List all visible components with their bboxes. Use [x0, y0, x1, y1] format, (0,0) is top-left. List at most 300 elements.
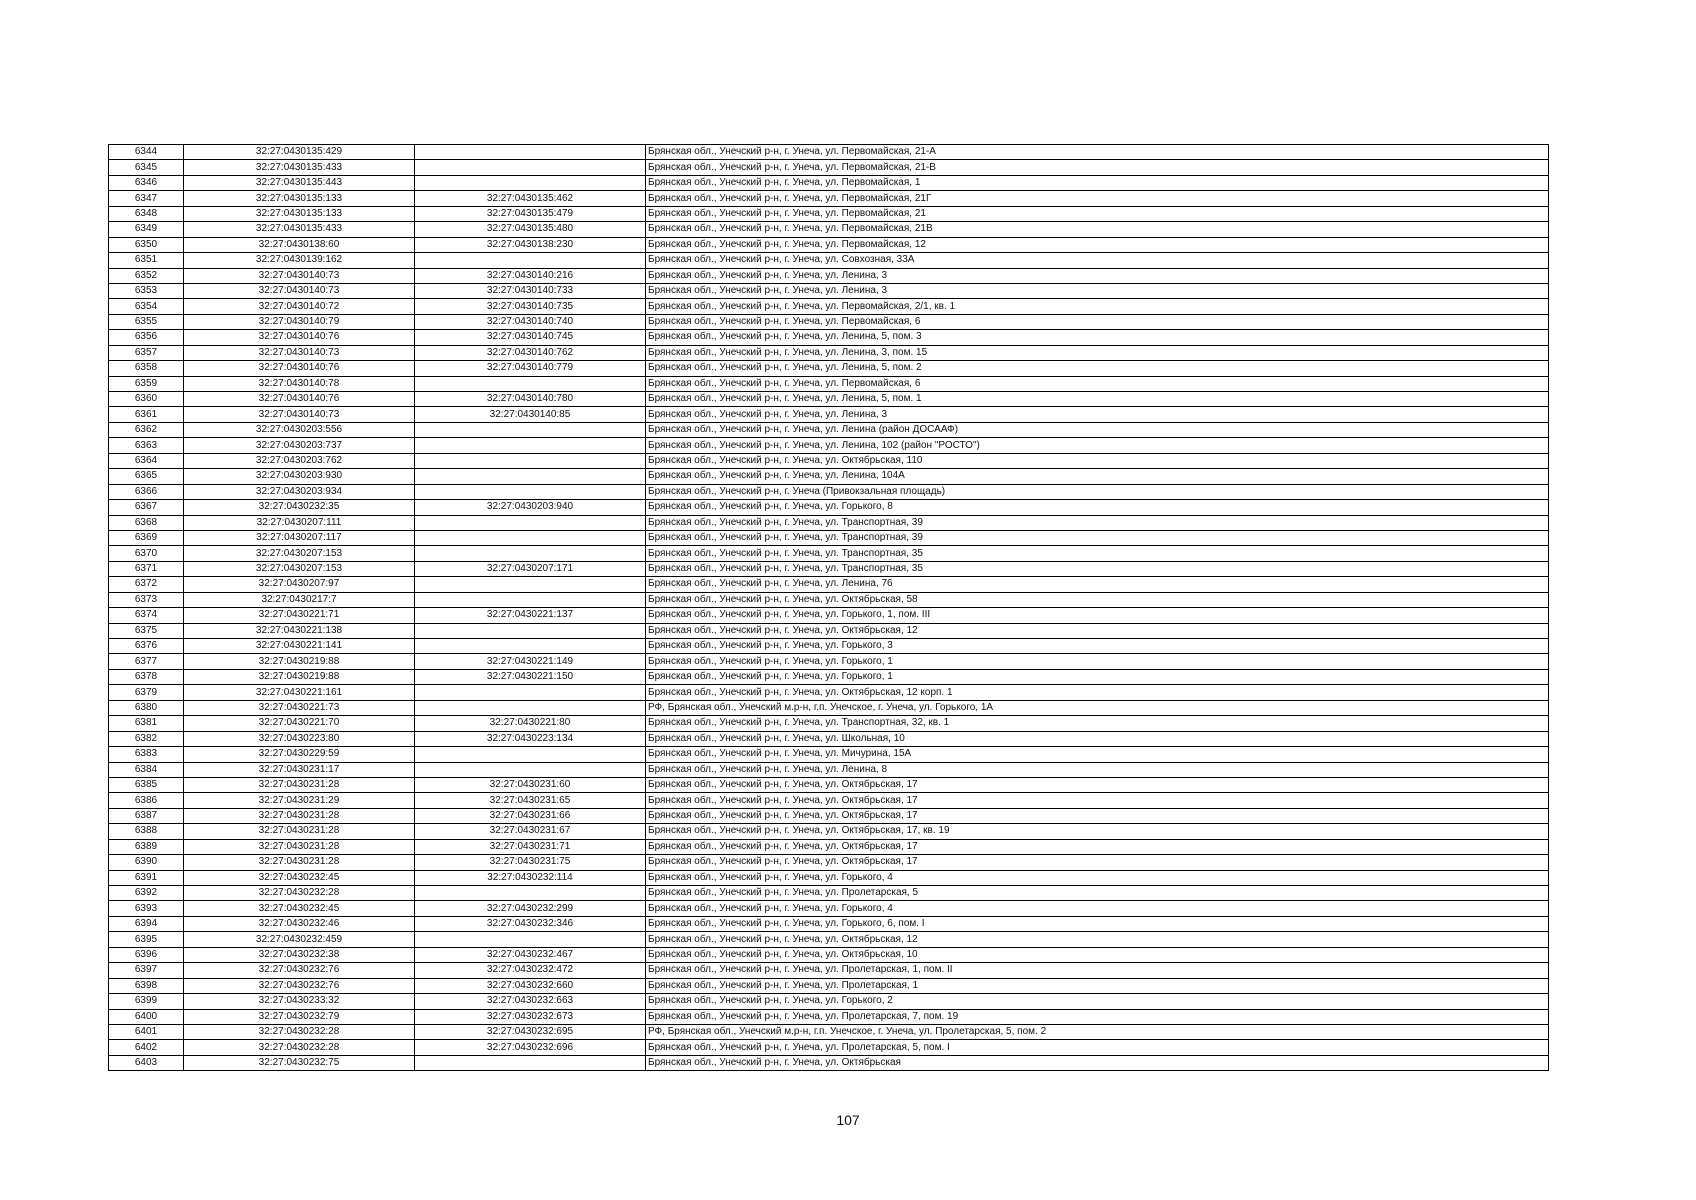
address-cell: Брянская обл., Унечский р-н, г. Унеча, ул. Транспортная, 35: [646, 561, 1549, 576]
row-number-cell: 6376: [109, 639, 184, 654]
row-number-cell: 6382: [109, 731, 184, 746]
row-number-cell: 6402: [109, 1040, 184, 1055]
table-row: [109, 654, 1549, 669]
address-cell: Брянская обл., Унечский р-н, г. Унеча, ул. Ленина, 3: [646, 268, 1549, 283]
row-number-cell: 6379: [109, 685, 184, 700]
row-number-cell: 6348: [109, 206, 184, 221]
object-number-cell: 32:27:0430135:462: [415, 191, 646, 206]
row-number-cell: 6373: [109, 592, 184, 607]
object-number-cell: 32:27:0430231:67: [415, 824, 646, 839]
object-number-cell: [415, 160, 646, 175]
address-cell: Брянская обл., Унечский р-н, г. Унеча, ул. Октябрьская, 12 корп. 1: [646, 685, 1549, 700]
row-number-cell: 6353: [109, 283, 184, 298]
table-row: [109, 361, 1549, 376]
parcel-number-cell: 32:27:0430231:28: [184, 808, 415, 823]
table-row: [109, 747, 1549, 762]
object-number-cell: 32:27:0430140:745: [415, 330, 646, 345]
table-row: [109, 793, 1549, 808]
object-number-cell: [415, 438, 646, 453]
parcel-number-cell: 32:27:0430231:29: [184, 793, 415, 808]
address-cell: Брянская обл., Унечский р-н, г. Унеча, ул. Октябрьская, 10: [646, 947, 1549, 962]
row-number-cell: 6363: [109, 438, 184, 453]
table-row: [109, 175, 1549, 190]
address-cell: Брянская обл., Унечский р-н, г. Унеча, ул. Горького, 2: [646, 994, 1549, 1009]
parcel-number-cell: 32:27:0430221:141: [184, 639, 415, 654]
row-number-cell: 6364: [109, 453, 184, 468]
table-row: [109, 577, 1549, 592]
object-number-cell: [415, 592, 646, 607]
address-cell: Брянская обл., Унечский р-н, г. Унеча (Привокзальная площадь): [646, 484, 1549, 499]
object-number-cell: 32:27:0430232:673: [415, 1009, 646, 1024]
address-cell: Брянская обл., Унечский р-н, г. Унеча, ул. Октябрьская, 110: [646, 453, 1549, 468]
row-number-cell: 6345: [109, 160, 184, 175]
object-number-cell: [415, 932, 646, 947]
address-cell: Брянская обл., Унечский р-н, г. Унеча, ул. Первомайская, 21В: [646, 222, 1549, 237]
address-cell: Брянская обл., Унечский р-н, г. Унеча, ул. Ленина, 5, пом. 2: [646, 361, 1549, 376]
table-row: [109, 731, 1549, 746]
row-number-cell: 6394: [109, 916, 184, 931]
address-cell: Брянская обл., Унечский р-н, г. Унеча, ул. Первомайская, 6: [646, 376, 1549, 391]
parcel-number-cell: 32:27:0430135:433: [184, 222, 415, 237]
address-cell: Брянская обл., Унечский р-н, г. Унеча, ул. Октябрьская, 17: [646, 839, 1549, 854]
table-row: [109, 283, 1549, 298]
table-row: [109, 376, 1549, 391]
table-row: [109, 886, 1549, 901]
address-cell: Брянская обл., Унечский р-н, г. Унеча, ул. Октябрьская, 12: [646, 623, 1549, 638]
row-number-cell: 6352: [109, 268, 184, 283]
table-row: [109, 947, 1549, 962]
table-row: [109, 392, 1549, 407]
table-row: [109, 422, 1549, 437]
object-number-cell: [415, 623, 646, 638]
row-number-cell: 6370: [109, 546, 184, 561]
parcel-number-cell: 32:27:0430229:59: [184, 747, 415, 762]
object-number-cell: 32:27:0430231:60: [415, 777, 646, 792]
row-number-cell: 6398: [109, 978, 184, 993]
row-number-cell: 6397: [109, 963, 184, 978]
object-number-cell: 32:27:0430140:85: [415, 407, 646, 422]
object-number-cell: [415, 546, 646, 561]
parcel-number-cell: 32:27:0430219:88: [184, 669, 415, 684]
address-cell: Брянская обл., Унечский р-н, г. Унеча, ул. Пролетарская, 5: [646, 886, 1549, 901]
table-row: [109, 237, 1549, 252]
row-number-cell: 6380: [109, 700, 184, 715]
object-number-cell: 32:27:0430140:740: [415, 314, 646, 329]
row-number-cell: 6391: [109, 870, 184, 885]
table-row: [109, 253, 1549, 268]
row-number-cell: 6349: [109, 222, 184, 237]
parcel-number-cell: 32:27:0430232:28: [184, 1024, 415, 1039]
row-number-cell: 6396: [109, 947, 184, 962]
address-cell: Брянская обл., Унечский р-н, г. Унеча, ул. Горького, 4: [646, 870, 1549, 885]
row-number-cell: 6395: [109, 932, 184, 947]
object-number-cell: [415, 685, 646, 700]
address-cell: Брянская обл., Унечский р-н, г. Унеча, ул. Ленина, 104А: [646, 469, 1549, 484]
object-number-cell: 32:27:0430232:346: [415, 916, 646, 931]
address-cell: Брянская обл., Унечский р-н, г. Унеча, ул. Школьная, 10: [646, 731, 1549, 746]
address-cell: Брянская обл., Унечский р-н, г. Унеча, ул. Транспортная, 32, кв. 1: [646, 716, 1549, 731]
object-number-cell: 32:27:0430135:480: [415, 222, 646, 237]
row-number-cell: 6357: [109, 345, 184, 360]
row-number-cell: 6359: [109, 376, 184, 391]
row-number-cell: 6361: [109, 407, 184, 422]
parcel-number-cell: 32:27:0430140:73: [184, 345, 415, 360]
object-number-cell: 32:27:0430232:696: [415, 1040, 646, 1055]
object-number-cell: [415, 886, 646, 901]
row-number-cell: 6403: [109, 1055, 184, 1070]
address-cell: Брянская обл., Унечский р-н, г. Унеча, ул. Октябрьская, 17: [646, 808, 1549, 823]
table-row: [109, 1009, 1549, 1024]
table-row: [109, 870, 1549, 885]
table-row: [109, 855, 1549, 870]
object-number-cell: [415, 1055, 646, 1070]
object-number-cell: 32:27:0430232:663: [415, 994, 646, 1009]
address-cell: Брянская обл., Унечский р-н, г. Унеча, ул. Первомайская, 21: [646, 206, 1549, 221]
parcel-number-cell: 32:27:0430221:71: [184, 608, 415, 623]
object-number-cell: 32:27:0430221:80: [415, 716, 646, 731]
table-row: [109, 314, 1549, 329]
address-cell: Брянская обл., Унечский р-н, г. Унеча, ул. Первомайская, 6: [646, 314, 1549, 329]
address-cell: Брянская обл., Унечский р-н, г. Унеча, ул. Ленина (район ДОСААФ): [646, 422, 1549, 437]
table-row: [109, 407, 1549, 422]
address-cell: Брянская обл., Унечский р-н, г. Унеча, ул. Ленина, 102 (район "РОСТО"): [646, 438, 1549, 453]
address-cell: Брянская обл., Унечский р-н, г. Унеча, ул. Ленина, 5, пом. 3: [646, 330, 1549, 345]
table-row: [109, 222, 1549, 237]
object-number-cell: 32:27:0430223:134: [415, 731, 646, 746]
parcel-number-cell: 32:27:0430140:76: [184, 392, 415, 407]
address-cell: Брянская обл., Унечский р-н, г. Унеча, ул. Горького, 3: [646, 639, 1549, 654]
table-row: [109, 762, 1549, 777]
row-number-cell: 6392: [109, 886, 184, 901]
parcel-number-cell: 32:27:0430140:72: [184, 299, 415, 314]
address-cell: Брянская обл., Унечский р-н, г. Унеча, ул. Октябрьская, 17, кв. 19: [646, 824, 1549, 839]
parcel-number-cell: 32:27:0430232:75: [184, 1055, 415, 1070]
parcel-number-cell: 32:27:0430203:556: [184, 422, 415, 437]
table-row: [109, 592, 1549, 607]
object-number-cell: [415, 453, 646, 468]
row-number-cell: 6355: [109, 314, 184, 329]
parcel-number-cell: 32:27:0430221:161: [184, 685, 415, 700]
address-cell: Брянская обл., Унечский р-н, г. Унеча, ул. Ленина, 76: [646, 577, 1549, 592]
table-row: [109, 808, 1549, 823]
object-number-cell: 32:27:0430140:762: [415, 345, 646, 360]
address-cell: Брянская обл., Унечский р-н, г. Унеча, ул. Первомайская, 2/1, кв. 1: [646, 299, 1549, 314]
row-number-cell: 6399: [109, 994, 184, 1009]
table-row: [109, 700, 1549, 715]
table-row: [109, 330, 1549, 345]
parcel-number-cell: 32:27:0430233:32: [184, 994, 415, 1009]
object-number-cell: 32:27:0430232:472: [415, 963, 646, 978]
table-row: [109, 1040, 1549, 1055]
address-cell: Брянская обл., Унечский р-н, г. Унеча, ул. Горького, 6, пом. I: [646, 916, 1549, 931]
object-number-cell: [415, 639, 646, 654]
parcel-number-cell: 32:27:0430232:76: [184, 978, 415, 993]
row-number-cell: 6367: [109, 500, 184, 515]
address-cell: Брянская обл., Унечский р-н, г. Унеча, ул. Пролетарская, 5, пом. I: [646, 1040, 1549, 1055]
address-cell: Брянская обл., Унечский р-н, г. Унеча, ул. Ленина, 3: [646, 407, 1549, 422]
address-cell: Брянская обл., Унечский р-н, г. Унеча, ул. Первомайская, 21-В: [646, 160, 1549, 175]
object-number-cell: [415, 422, 646, 437]
parcel-number-cell: 32:27:0430135:433: [184, 160, 415, 175]
parcel-number-cell: 32:27:0430231:17: [184, 762, 415, 777]
table-row: [109, 716, 1549, 731]
table-row: [109, 500, 1549, 515]
parcel-number-cell: 32:27:0430207:153: [184, 561, 415, 576]
address-cell: Брянская обл., Унечский р-н, г. Унеча, ул. Ленина, 5, пом. 1: [646, 392, 1549, 407]
row-number-cell: 6375: [109, 623, 184, 638]
address-cell: Брянская обл., Унечский р-н, г. Унеча, ул. Октябрьская, 17: [646, 855, 1549, 870]
parcel-number-cell: 32:27:0430140:73: [184, 283, 415, 298]
object-number-cell: 32:27:0430231:71: [415, 839, 646, 854]
table-row: [109, 669, 1549, 684]
table-row: [109, 515, 1549, 530]
row-number-cell: 6368: [109, 515, 184, 530]
parcel-number-cell: 32:27:0430207:111: [184, 515, 415, 530]
object-number-cell: [415, 515, 646, 530]
address-cell: Брянская обл., Унечский р-н, г. Унеча, ул. Первомайская, 21-А: [646, 145, 1549, 160]
parcel-number-cell: 32:27:0430231:28: [184, 855, 415, 870]
address-cell: Брянская обл., Унечский р-н, г. Унеча, ул. Транспортная, 39: [646, 530, 1549, 545]
address-cell: Брянская обл., Унечский р-н, г. Унеча, ул. Пролетарская, 7, пом. 19: [646, 1009, 1549, 1024]
address-cell: Брянская обл., Унечский р-н, г. Унеча, ул. Ленина, 3, пом. 15: [646, 345, 1549, 360]
parcel-number-cell: 32:27:0430232:38: [184, 947, 415, 962]
parcel-number-cell: 32:27:0430217:7: [184, 592, 415, 607]
table-row: [109, 561, 1549, 576]
parcel-number-cell: 32:27:0430135:429: [184, 145, 415, 160]
address-cell: Брянская обл., Унечский р-н, г. Унеча, ул. Ленина, 3: [646, 283, 1549, 298]
table-row: [109, 685, 1549, 700]
table-row: [109, 268, 1549, 283]
parcel-number-cell: 32:27:0430232:45: [184, 901, 415, 916]
table-row: [109, 932, 1549, 947]
address-cell: Брянская обл., Унечский р-н, г. Унеча, ул. Октябрьская, 58: [646, 592, 1549, 607]
row-number-cell: 6351: [109, 253, 184, 268]
object-number-cell: 32:27:0430203:940: [415, 500, 646, 515]
object-number-cell: [415, 762, 646, 777]
parcel-number-cell: 32:27:0430231:28: [184, 824, 415, 839]
row-number-cell: 6400: [109, 1009, 184, 1024]
table-row: [109, 623, 1549, 638]
address-cell: Брянская обл., Унечский р-н, г. Унеча, ул. Пролетарская, 1: [646, 978, 1549, 993]
object-number-cell: [415, 253, 646, 268]
parcel-number-cell: 32:27:0430207:97: [184, 577, 415, 592]
row-number-cell: 6365: [109, 469, 184, 484]
object-number-cell: 32:27:0430140:735: [415, 299, 646, 314]
parcel-number-cell: 32:27:0430203:930: [184, 469, 415, 484]
address-cell: Брянская обл., Унечский р-н, г. Унеча, ул. Ленина, 8: [646, 762, 1549, 777]
registry-table: [108, 144, 1549, 1071]
object-number-cell: 32:27:0430138:230: [415, 237, 646, 252]
address-cell: Брянская обл., Унечский р-н, г. Унеча, ул. Транспортная, 35: [646, 546, 1549, 561]
parcel-number-cell: 32:27:0430140:73: [184, 407, 415, 422]
address-cell: Брянская обл., Унечский р-н, г. Унеча, ул. Мичурина, 15А: [646, 747, 1549, 762]
table-row: [109, 824, 1549, 839]
address-cell: Брянская обл., Унечский р-н, г. Унеча, ул. Первомайская, 12: [646, 237, 1549, 252]
object-number-cell: 32:27:0430207:171: [415, 561, 646, 576]
row-number-cell: 6374: [109, 608, 184, 623]
object-number-cell: [415, 530, 646, 545]
parcel-number-cell: 32:27:0430203:762: [184, 453, 415, 468]
table-row: [109, 206, 1549, 221]
table-row: [109, 1055, 1549, 1070]
table-row: [109, 901, 1549, 916]
parcel-number-cell: 32:27:0430232:28: [184, 1040, 415, 1055]
address-cell: Брянская обл., Унечский р-н, г. Унеча, ул. Первомайская, 21Г: [646, 191, 1549, 206]
object-number-cell: [415, 484, 646, 499]
row-number-cell: 6369: [109, 530, 184, 545]
parcel-number-cell: 32:27:0430231:28: [184, 777, 415, 792]
row-number-cell: 6390: [109, 855, 184, 870]
parcel-number-cell: 32:27:0430203:934: [184, 484, 415, 499]
object-number-cell: 32:27:0430140:779: [415, 361, 646, 376]
object-number-cell: 32:27:0430140:780: [415, 392, 646, 407]
row-number-cell: 6389: [109, 839, 184, 854]
parcel-number-cell: 32:27:0430232:459: [184, 932, 415, 947]
object-number-cell: [415, 376, 646, 391]
table-row: [109, 299, 1549, 314]
object-number-cell: 32:27:0430221:150: [415, 669, 646, 684]
parcel-number-cell: 32:27:0430221:70: [184, 716, 415, 731]
parcel-number-cell: 32:27:0430140:76: [184, 330, 415, 345]
row-number-cell: 6372: [109, 577, 184, 592]
table-row: [109, 453, 1549, 468]
object-number-cell: 32:27:0430232:114: [415, 870, 646, 885]
object-number-cell: [415, 145, 646, 160]
row-number-cell: 6344: [109, 145, 184, 160]
parcel-number-cell: 32:27:0430219:88: [184, 654, 415, 669]
table-row: [109, 530, 1549, 545]
object-number-cell: 32:27:0430140:216: [415, 268, 646, 283]
parcel-number-cell: 32:27:0430232:46: [184, 916, 415, 931]
table-row: [109, 1024, 1549, 1039]
parcel-number-cell: 32:27:0430221:138: [184, 623, 415, 638]
row-number-cell: 6378: [109, 669, 184, 684]
row-number-cell: 6386: [109, 793, 184, 808]
row-number-cell: 6371: [109, 561, 184, 576]
table-row: [109, 160, 1549, 175]
parcel-number-cell: 32:27:0430203:737: [184, 438, 415, 453]
object-number-cell: [415, 577, 646, 592]
table-row: [109, 639, 1549, 654]
table-row: [109, 469, 1549, 484]
row-number-cell: 6366: [109, 484, 184, 499]
page-number: 107: [836, 1112, 860, 1128]
object-number-cell: 32:27:0430232:299: [415, 901, 646, 916]
row-number-cell: 6384: [109, 762, 184, 777]
object-number-cell: 32:27:0430231:65: [415, 793, 646, 808]
row-number-cell: 6401: [109, 1024, 184, 1039]
row-number-cell: 6362: [109, 422, 184, 437]
address-cell: РФ, Брянская обл., Унечский м.р-н, г.п. Унечское, г. Унеча, ул. Пролетарская, 5, пом. 2: [646, 1024, 1549, 1039]
parcel-number-cell: 32:27:0430223:80: [184, 731, 415, 746]
parcel-number-cell: 32:27:0430232:76: [184, 963, 415, 978]
address-cell: Брянская обл., Унечский р-н, г. Унеча, ул. Пролетарская, 1, пом. II: [646, 963, 1549, 978]
table-row: [109, 546, 1549, 561]
row-number-cell: 6356: [109, 330, 184, 345]
parcel-number-cell: 32:27:0430231:28: [184, 839, 415, 854]
table-row: [109, 777, 1549, 792]
address-cell: Брянская обл., Унечский р-н, г. Унеча, ул. Октябрьская: [646, 1055, 1549, 1070]
address-cell: Брянская обл., Унечский р-н, г. Унеча, ул. Совхозная, 33А: [646, 253, 1549, 268]
object-number-cell: 32:27:0430232:695: [415, 1024, 646, 1039]
registry-table-body: [109, 145, 1549, 1071]
address-cell: Брянская обл., Унечский р-н, г. Унеча, ул. Транспортная, 39: [646, 515, 1549, 530]
address-cell: Брянская обл., Унечский р-н, г. Унеча, ул. Октябрьская, 17: [646, 793, 1549, 808]
object-number-cell: 32:27:0430221:137: [415, 608, 646, 623]
address-cell: Брянская обл., Унечский р-н, г. Унеча, ул. Первомайская, 1: [646, 175, 1549, 190]
row-number-cell: 6393: [109, 901, 184, 916]
row-number-cell: 6358: [109, 361, 184, 376]
object-number-cell: 32:27:0430221:149: [415, 654, 646, 669]
address-cell: Брянская обл., Унечский р-н, г. Унеча, ул. Горького, 4: [646, 901, 1549, 916]
address-cell: Брянская обл., Унечский р-н, г. Унеча, ул. Горького, 8: [646, 500, 1549, 515]
parcel-number-cell: 32:27:0430138:60: [184, 237, 415, 252]
address-cell: Брянская обл., Унечский р-н, г. Унеча, ул. Октябрьская, 12: [646, 932, 1549, 947]
parcel-number-cell: 32:27:0430232:35: [184, 500, 415, 515]
table-row: [109, 484, 1549, 499]
parcel-number-cell: 32:27:0430140:73: [184, 268, 415, 283]
table-row: [109, 839, 1549, 854]
row-number-cell: 6346: [109, 175, 184, 190]
address-cell: РФ, Брянская обл., Унечский м.р-н, г.п. Унечское, г. Унеча, ул. Горького, 1А: [646, 700, 1549, 715]
address-cell: Брянская обл., Унечский р-н, г. Унеча, ул. Горького, 1: [646, 669, 1549, 684]
object-number-cell: 32:27:0430231:66: [415, 808, 646, 823]
parcel-number-cell: 32:27:0430207:153: [184, 546, 415, 561]
row-number-cell: 6387: [109, 808, 184, 823]
table-row: [109, 608, 1549, 623]
row-number-cell: 6354: [109, 299, 184, 314]
table-row: [109, 963, 1549, 978]
table-row: [109, 916, 1549, 931]
object-number-cell: [415, 747, 646, 762]
parcel-number-cell: 32:27:0430135:133: [184, 206, 415, 221]
parcel-number-cell: 32:27:0430135:133: [184, 191, 415, 206]
table-row: [109, 345, 1549, 360]
table-row: [109, 438, 1549, 453]
address-cell: Брянская обл., Унечский р-н, г. Унеча, ул. Октябрьская, 17: [646, 777, 1549, 792]
table-row: [109, 978, 1549, 993]
parcel-number-cell: 32:27:0430232:45: [184, 870, 415, 885]
object-number-cell: 32:27:0430135:479: [415, 206, 646, 221]
table-row: [109, 191, 1549, 206]
row-number-cell: 6385: [109, 777, 184, 792]
parcel-number-cell: 32:27:0430232:79: [184, 1009, 415, 1024]
address-cell: Брянская обл., Унечский р-н, г. Унеча, ул. Горького, 1: [646, 654, 1549, 669]
parcel-number-cell: 32:27:0430207:117: [184, 530, 415, 545]
object-number-cell: 32:27:0430232:467: [415, 947, 646, 962]
parcel-number-cell: 32:27:0430139:162: [184, 253, 415, 268]
row-number-cell: 6383: [109, 747, 184, 762]
row-number-cell: 6350: [109, 237, 184, 252]
object-number-cell: 32:27:0430140:733: [415, 283, 646, 298]
row-number-cell: 6388: [109, 824, 184, 839]
parcel-number-cell: 32:27:0430140:79: [184, 314, 415, 329]
object-number-cell: [415, 175, 646, 190]
parcel-number-cell: 32:27:0430232:28: [184, 886, 415, 901]
row-number-cell: 6381: [109, 716, 184, 731]
parcel-number-cell: 32:27:0430135:443: [184, 175, 415, 190]
parcel-number-cell: 32:27:0430140:78: [184, 376, 415, 391]
object-number-cell: [415, 469, 646, 484]
object-number-cell: 32:27:0430232:660: [415, 978, 646, 993]
table-row: [109, 994, 1549, 1009]
object-number-cell: [415, 700, 646, 715]
parcel-number-cell: 32:27:0430221:73: [184, 700, 415, 715]
row-number-cell: 6347: [109, 191, 184, 206]
table-row: [109, 145, 1549, 160]
parcel-number-cell: 32:27:0430140:76: [184, 361, 415, 376]
object-number-cell: 32:27:0430231:75: [415, 855, 646, 870]
